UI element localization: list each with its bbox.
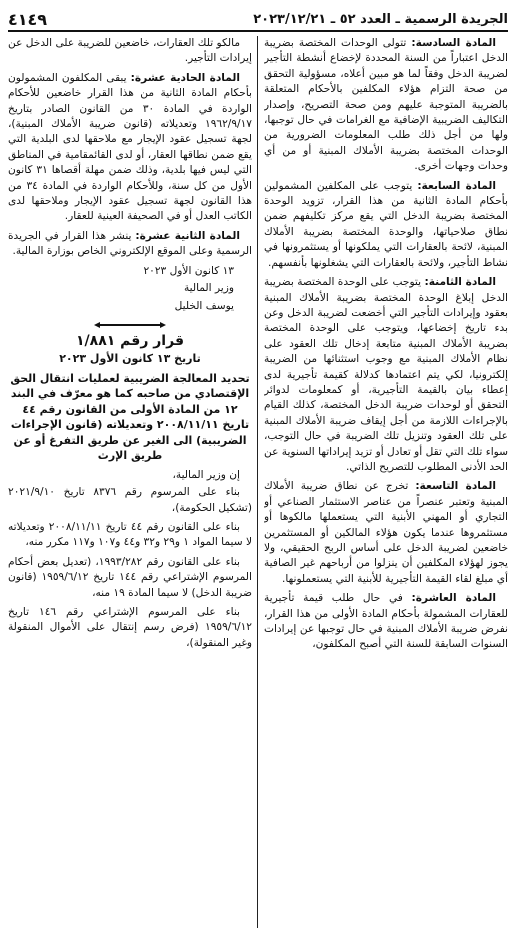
gazette-issue-label: الجريدة الرسمية ـ العدد ٥٢ ـ ٢٠٢٣/١٢/٢١ [253,11,508,27]
article-8 [264,275,508,475]
signature-role: وزير المالية [183,282,234,295]
preamble-1: بناء على المرسوم رقم ٨٣٧٦ تاريخ ٢٠٢١/٩/١٠ (تشكيل الحكومة)، [8,486,252,514]
article-12-title: المادة الثانية عشرة: [135,229,240,242]
article-9-text: تخرج عن نطاق ضريبة الأملاك المبنية وتعتبر عنصراً من عناصر الاستثمار الصناعي أو التجاري أو المهني الأبنية التي يستعملها مالكوها أو مستثمروها عندما يكون هؤلاء المالكين أو المستثمرين خاضعين لضريبة الدخل على أساس الربح الحقيقي، ولا يجوز لهؤلاء المكلفين أن ينزلوا من أرباحهم غير الصافية أي مبلغ لقاء القيمة التأجيرية للأبنية التي يستعملونها. [264,480,508,585]
decision-heading: تحديد المعالجة الضريبية لعمليات انتقال الحق الإقتصادي من صاحبه كما هو معرّف في البند ١٢ من المادة الأولى من القانون رقم ٤٤ تاريخ ٢٠٠٨/١١/١١ وتعديلاته (قانون الإجراءات الضريبية) الى الغير عن طريق التفرغ أو عن طريق الإرث [10,371,250,463]
page-number: ٤١٤٩ [8,9,48,29]
article-10-title: المادة العاشرة: [411,592,496,605]
article-8-text: يتوجب على الوحدة المختصة بضريبة الدخل إبلاغ الوحدة المختصة بضريبة الأملاك المبنية بعقود وإيرادات التأجير التي أخضعت لضريبة الدخل وعن بدء تاريخ إخضاعها، ويتوجب على الوحدة المختصة بضريبة الأملاك المبنية متابعة إدخال تلك العقود على نظام الأملاك المبنية مع وجوب استثنائها من الضريبة إلكترونيا، لكي يتم اعتمادها كدلالة كقيمة تأجيرية لدى إعطاء بيان بالقيمة التأجيرية، أو كمعلومات لدوائر التحقق أو لوحدات ضريبة الدخل المختصة، كذلك القيام بالإجراءات اللازمة من أجل إيقاف ضريبة الأملاك المبنية على تلك العقود وتنزيل تلك الضريبة في حال التوجب، سواء تلك التي تقل أو تعادل أو تزيد إيراداتها السنوية عن الحد الأدنى المطلوب للتصريح الذاتي. [264,276,508,473]
article-6-text: تتولى الوحدات المختصة بضريبة الدخل اعتباراً من السنة المحددة لإخضاع أنشطة التأجير لضريبة الدخل وفقاً لما هو مبين أعلاه، مسؤولية التحقق من صحة التزام هؤلاء المكلفين بالأحكام المتعلقة بالضريبة المتوجبة عليهم ومن صحة التصريح، وإصدار التكاليف الضريبية الإضافية مع الغرامات في حال توجبها، ولها من أجل ذلك طلب المعلومات الضرورية من الوحدات المختصة بضريبة الأملاك المبنية أو من أي وحدات وجهات أخرى. [264,37,508,173]
decision-date: تاريخ ١٣ كانون الأول ٢٠٢٣ [59,352,201,366]
preamble-3: بناء على القانون رقم ١٩٩٣/٢٨٢، (تعديل بعض أحكام المرسوم الإشتراعي رقم ١٤٤ تاريخ ١٩٥٩/٦/١٢ (قانون ضريبة الدخل) لا سيما المادة ١٩ منه، [8,555,252,599]
article-7 [264,179,508,271]
article-9-title: المادة التاسعة: [415,480,496,493]
article-12 [8,229,252,260]
article-11 [8,71,252,225]
article-8-title: المادة الثامنة: [424,276,496,289]
article-6-title: المادة السادسة: [411,37,496,49]
article-6 [264,36,508,175]
article-7-text: يتوجب على المكلفين المشمولين بأحكام المادة الثانية من هذا القرار، تزويد الوحدة المختصة بضريبة الدخل التي يقع مركز تكليفهم ضمن نطاق صلاحياتها، والوحدة المختصة بضريبة الأملاك المبنية، لائحة بالعقارات التي يملكونها أو يستثمرونها في نشاط التأجير، ولائحة بالعقارات التي يشغلونها بأنفسهم. [264,179,508,269]
page-header [8,8,508,32]
right-column [264,36,508,930]
decision-number: قرار رقم ١/٨٨١ [76,332,184,349]
signature-date: ١٣ كانون الأول ٢٠٢٣ [143,264,234,277]
article-10-text: في حال طلب قيمة تأجيرية للعقارات المشمولة بأحكام المادة الأولى من هذا القرار، نفرض ضريبة الأملاك المبنية في حال توجبها عن إيرادات السنوات السابقة للسنة التي أصبح المكلفون، [264,592,508,651]
preamble-2: بناء على القانون رقم ٤٤ تاريخ ٢٠٠٨/١١/١١ وتعديلاته لا سيما المواد ١ و٢٩ و٣٢ و٤٤ و١٠٧ و١١٧ مكرر منه، [8,520,252,549]
article-11-text: يبقى المكلفون المشمولون بأحكام المادة الثانية من هذا القرار خاضعين للأحكام الواردة في المادة ٣٠ من القانون الصادر بتاريخ ١٩٦٢/٩/١٧ وتعديلاته (قانون ضريبة الأملاك المبنية)، لجهة تسجيل عقود الإيجار مع ملاحقها لدى البلدية التي يقع ضمن نطاقها العقار، أو لدى القائمقامية في المناطق التي ليس فيها بلدية، وذلك ضمن مهلة أقصاها ٣١ كانون الأول من كل سنة، وللأحكام الواردة في المادة ٣٤ من هذا القانون لجهة تسجيل عقود الإيجار وملاحقها لدى الكاتب العدل أو في الصحيفة العينية للعقار. [8,71,252,223]
article-11-title: المادة الحادية عشرة: [130,71,240,84]
signature-name: يوسف الخليل [174,299,234,312]
minister-preamble: إن وزير المالية، [172,468,240,481]
left-column [8,36,252,930]
preamble-4: بناء على المرسوم الإشتراعي رقم ١٤٦ تاريخ ١٩٥٩/٦/١٢ (فرض رسم إنتقال على الأموال المنقولة وغير المنقولة)، [8,605,252,649]
article-7-title: المادة السابعة: [417,179,496,192]
article-9 [264,479,508,587]
section-separator [100,322,160,328]
column-divider [257,36,258,928]
article-12-text: ينشر هذا القرار في الجريدة الرسمية وعلى الموقع الإلكتروني الخاص بوزارة المالية. [8,229,252,258]
article-10-continuation: مالكو تلك العقارات، خاضعين للضريبة على الدخل عن إيرادات التأجير. [8,37,252,65]
article-10 [264,591,508,653]
